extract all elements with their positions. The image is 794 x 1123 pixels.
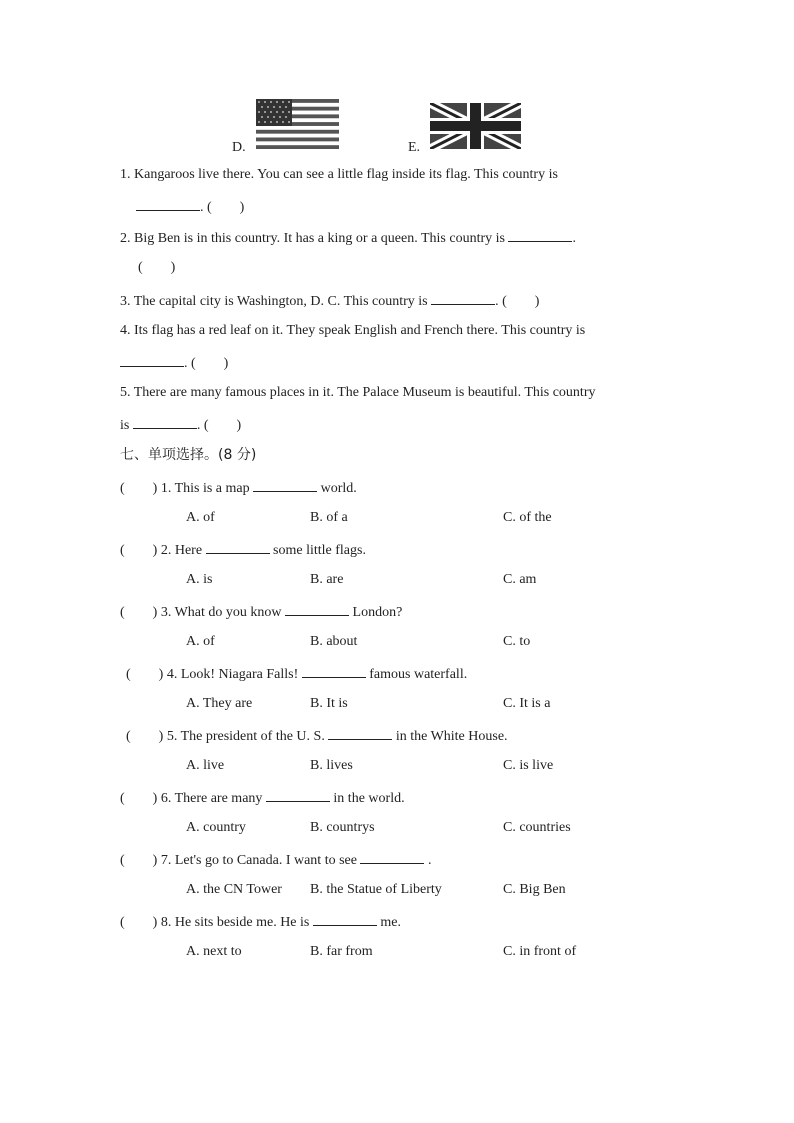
option-a[interactable]: A. of (186, 634, 215, 649)
option-b[interactable]: B. are (310, 572, 344, 587)
option-a[interactable]: A. live (186, 758, 225, 773)
mcq-question (120, 479, 357, 497)
answer-blank[interactable] (360, 851, 424, 864)
mcq-question (120, 603, 402, 621)
option-c[interactable]: C. countries (503, 820, 571, 835)
question-text: 7. Let's go to Canada. I want to see (160, 853, 357, 868)
option-e-label: E. (408, 140, 421, 155)
answer-blank[interactable] (120, 354, 184, 367)
question-text: 4. Look! Niagara Falls! (166, 667, 299, 682)
answer-blank[interactable] (133, 416, 197, 429)
mcq-question (120, 851, 431, 869)
q6-1-line2: . ( ) (136, 198, 244, 216)
option-c[interactable]: C. in front of (503, 944, 577, 959)
q6-3: 3. The capital city is Washington, D. C. This country is . ( ) (120, 294, 540, 309)
answer-paren[interactable]: ( ) (120, 605, 158, 620)
question-text: 8. He sits beside me. He is (160, 915, 310, 930)
option-a[interactable]: A. the CN Tower (186, 882, 282, 897)
question-text-end: in the world. (333, 791, 405, 806)
question-text-end: in the White House. (395, 729, 508, 744)
answer-blank[interactable] (313, 913, 377, 926)
option-a[interactable]: A. country (186, 820, 246, 835)
option-b[interactable]: B. of a (310, 510, 348, 525)
mcq-question (126, 665, 467, 683)
usa-flag-icon (256, 99, 339, 149)
q6-2-line1: 2. Big Ben is in this country. It has a king or a queen. This country is . (120, 231, 576, 246)
option-c[interactable]: C. Big Ben (503, 882, 566, 897)
option-a[interactable]: A. of (186, 510, 215, 525)
option-b[interactable]: B. countrys (310, 820, 375, 835)
option-b[interactable]: B. the Statue of Liberty (310, 882, 442, 897)
answer-blank[interactable] (136, 198, 200, 211)
answer-blank[interactable] (431, 292, 495, 305)
q6-2-line2: ( ) (138, 260, 176, 275)
answer-blank[interactable] (328, 727, 392, 740)
answer-paren[interactable]: ( ) (120, 853, 158, 868)
answer-paren[interactable]: ( ) (120, 915, 158, 930)
option-b[interactable]: B. lives (310, 758, 353, 773)
option-a[interactable]: A. They are (186, 696, 253, 711)
mcq-question (120, 789, 405, 807)
question-text: 5. The president of the U. S. (166, 729, 325, 744)
question-text: 3. What do you know (160, 605, 282, 620)
option-b[interactable]: B. about (310, 634, 358, 649)
option-b[interactable]: B. It is (310, 696, 348, 711)
answer-blank[interactable] (206, 541, 270, 554)
mcq-question (120, 541, 366, 559)
section-7-heading: 七、单项选择。(8 分) (120, 447, 257, 463)
option-a[interactable]: A. next to (186, 944, 242, 959)
answer-paren[interactable]: ( ) (126, 667, 164, 682)
answer-blank[interactable] (302, 665, 366, 678)
question-text-end: famous waterfall. (369, 667, 468, 682)
option-c[interactable]: C. is live (503, 758, 554, 773)
uk-flag-icon (430, 103, 521, 149)
q6-5-line2: is . ( ) (120, 418, 242, 433)
answer-paren[interactable]: ( ) (120, 543, 158, 558)
answer-paren[interactable]: ( ) (126, 729, 164, 744)
option-c[interactable]: C. of the (503, 510, 552, 525)
q6-5-line1: 5. There are many famous places in it. The Palace Museum is beautiful. This country (120, 385, 596, 400)
question-text-end: London? (352, 605, 403, 620)
option-c[interactable]: C. It is a (503, 696, 551, 711)
answer-blank[interactable] (285, 603, 349, 616)
answer-blank[interactable] (253, 479, 317, 492)
answer-paren[interactable]: ( ) (120, 791, 158, 806)
q6-4-line1: 4. Its flag has a red leaf on it. They speak English and French there. This country is (120, 323, 586, 338)
option-a[interactable]: A. is (186, 572, 213, 587)
question-text: 2. Here (160, 543, 203, 558)
mcq-question (126, 727, 508, 745)
q6-1-line1: 1. Kangaroos live there. You can see a little flag inside its flag. This country is (120, 167, 558, 182)
mcq-question (120, 913, 401, 931)
answer-blank[interactable] (508, 229, 572, 242)
question-text-end: world. (320, 481, 357, 496)
option-c[interactable]: C. am (503, 572, 537, 587)
q6-4-line2: . ( ) (120, 354, 228, 372)
option-d-label: D. (232, 140, 246, 155)
option-b[interactable]: B. far from (310, 944, 373, 959)
answer-blank[interactable] (266, 789, 330, 802)
question-text: 1. This is a map (160, 481, 250, 496)
question-text: 6. There are many (160, 791, 263, 806)
question-text-end: me. (380, 915, 401, 930)
option-c[interactable]: C. to (503, 634, 531, 649)
question-text-end: . (427, 853, 432, 868)
question-text-end: some little flags. (273, 543, 366, 558)
answer-paren[interactable]: ( ) (120, 481, 158, 496)
